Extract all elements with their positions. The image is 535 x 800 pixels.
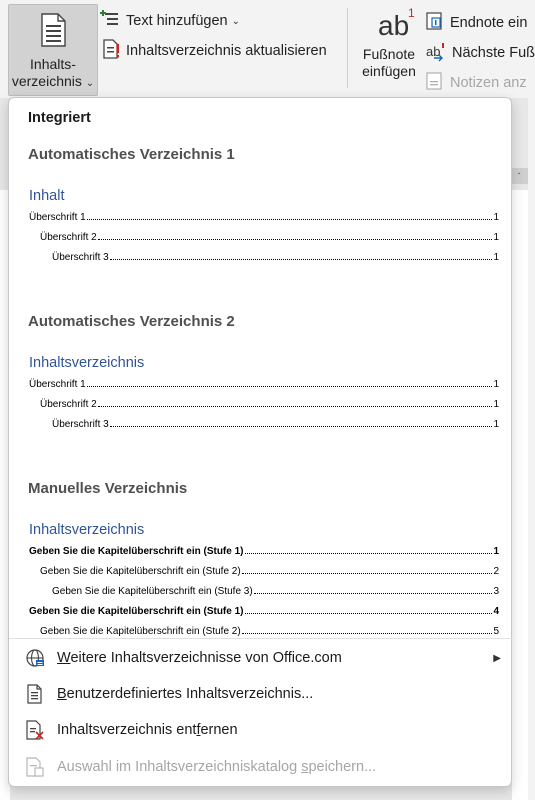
custom-toc-icon — [23, 684, 47, 704]
toc-preview-line: Überschrift 2 1 — [40, 399, 499, 410]
toc-preview — [9, 188, 513, 268]
toc-preview-line: Geben Sie die Kapitelüberschrift ein (Stufe 2) 5 — [40, 626, 499, 637]
add-text-icon — [102, 10, 126, 32]
entry-title: Manuelles Verzeichnis — [28, 480, 188, 497]
ruler-marker: · — [510, 168, 528, 184]
gallery-entry-auto-1[interactable] — [9, 146, 513, 268]
update-toc-icon — [102, 39, 126, 63]
document-page-right — [512, 190, 528, 800]
more-tocs-office-com-item[interactable]: Weitere Inhaltsverzeichnisse von Office.com ▶ — [9, 641, 513, 675]
entry-title: Automatisches Verzeichnis 1 — [28, 146, 235, 163]
submenu-arrow-icon: ▶ — [493, 652, 501, 664]
save-selection-to-toc-gallery-item[interactable]: Auswahl im Inhaltsverzeichniskatalog speichern... — [9, 750, 513, 784]
add-text-label: Text hinzufügen — [126, 13, 228, 29]
globe-icon — [23, 648, 47, 668]
toc-preview-line: Geben Sie die Kapitelüberschrift ein (Stufe 2) 2 — [40, 566, 499, 577]
gallery-header: Integriert — [28, 110, 91, 126]
ribbon — [0, 0, 535, 98]
update-toc-label: Inhaltsverzeichnis aktualisieren — [126, 43, 327, 59]
show-notes-label: Notizen anz — [450, 75, 527, 91]
toc-gallery-dropdown — [8, 97, 512, 787]
next-footnote-label: Nächste Fuß — [452, 45, 535, 61]
gallery-scroll-area[interactable] — [9, 136, 513, 637]
toc-preview — [9, 522, 513, 642]
custom-toc-item[interactable]: Benutzerdefiniertes Inhaltsverzeichnis... — [9, 677, 513, 711]
show-notes-icon — [426, 72, 450, 94]
table-of-contents-button[interactable] — [8, 4, 98, 96]
toc-preview-line: Geben Sie die Kapitelüberschrift ein (Stufe 3) 3 — [52, 586, 499, 597]
toc-preview-line: Überschrift 2 1 — [40, 232, 499, 243]
toc-label-line1: Inhalts- — [30, 56, 76, 72]
insert-footnote-button[interactable] — [356, 4, 422, 96]
endnote-label: Endnote ein — [450, 15, 528, 31]
toc-preview-line: Überschrift 1 1 — [29, 212, 499, 223]
svg-text:ab: ab — [426, 44, 441, 59]
toc-preview-heading: Inhalt — [29, 188, 65, 204]
insert-endnote-button[interactable] — [426, 12, 527, 34]
toc-preview-heading: Inhaltsverzeichnis — [29, 522, 145, 538]
toc-preview-line: Geben Sie die Kapitelüberschrift ein (Stufe 1) 4 — [29, 606, 499, 617]
toc-label-line2: verzeichnis — [11, 73, 82, 89]
footnote-label-line2: einfügen — [362, 63, 416, 79]
chevron-down-icon: ⌄ — [231, 15, 240, 27]
footnote-label-line1: Fußnote — [362, 46, 416, 62]
gallery-entry-manual[interactable] — [9, 480, 513, 642]
toc-preview — [9, 355, 513, 435]
mnemonic: W — [57, 650, 71, 666]
ribbon-group-separator — [347, 8, 348, 88]
mnemonic: s — [301, 759, 309, 775]
next-footnote-icon — [426, 42, 452, 64]
toc-preview-heading: Inhaltsverzeichnis — [29, 355, 145, 371]
add-text-button[interactable] — [102, 10, 240, 32]
footnote-icon: ab 1 — [378, 6, 415, 41]
menu-separator — [9, 638, 513, 639]
entry-title: Automatisches Verzeichnis 2 — [28, 313, 235, 330]
mnemonic: f — [196, 722, 201, 738]
save-to-gallery-icon — [23, 757, 47, 777]
remove-toc-icon — [23, 720, 47, 740]
toc-preview-line: Überschrift 3 1 — [52, 419, 499, 430]
gallery-entry-auto-2[interactable] — [9, 313, 513, 435]
table-of-contents-icon — [39, 13, 67, 52]
mnemonic: B — [57, 686, 67, 702]
toc-preview-line: Überschrift 1 1 — [29, 379, 499, 390]
show-notes-button[interactable] — [426, 72, 527, 94]
toc-preview-line: Geben Sie die Kapitelüberschrift ein (Stufe 1) 1 — [29, 546, 499, 557]
next-footnote-button[interactable] — [426, 42, 535, 64]
remove-toc-item[interactable]: Inhaltsverzeichnis entfernen — [9, 713, 513, 747]
toc-preview-line: Überschrift 3 1 — [52, 252, 499, 263]
chevron-down-icon: ⌄ — [85, 78, 95, 89]
endnote-icon — [426, 12, 450, 34]
update-toc-button[interactable] — [102, 39, 327, 63]
